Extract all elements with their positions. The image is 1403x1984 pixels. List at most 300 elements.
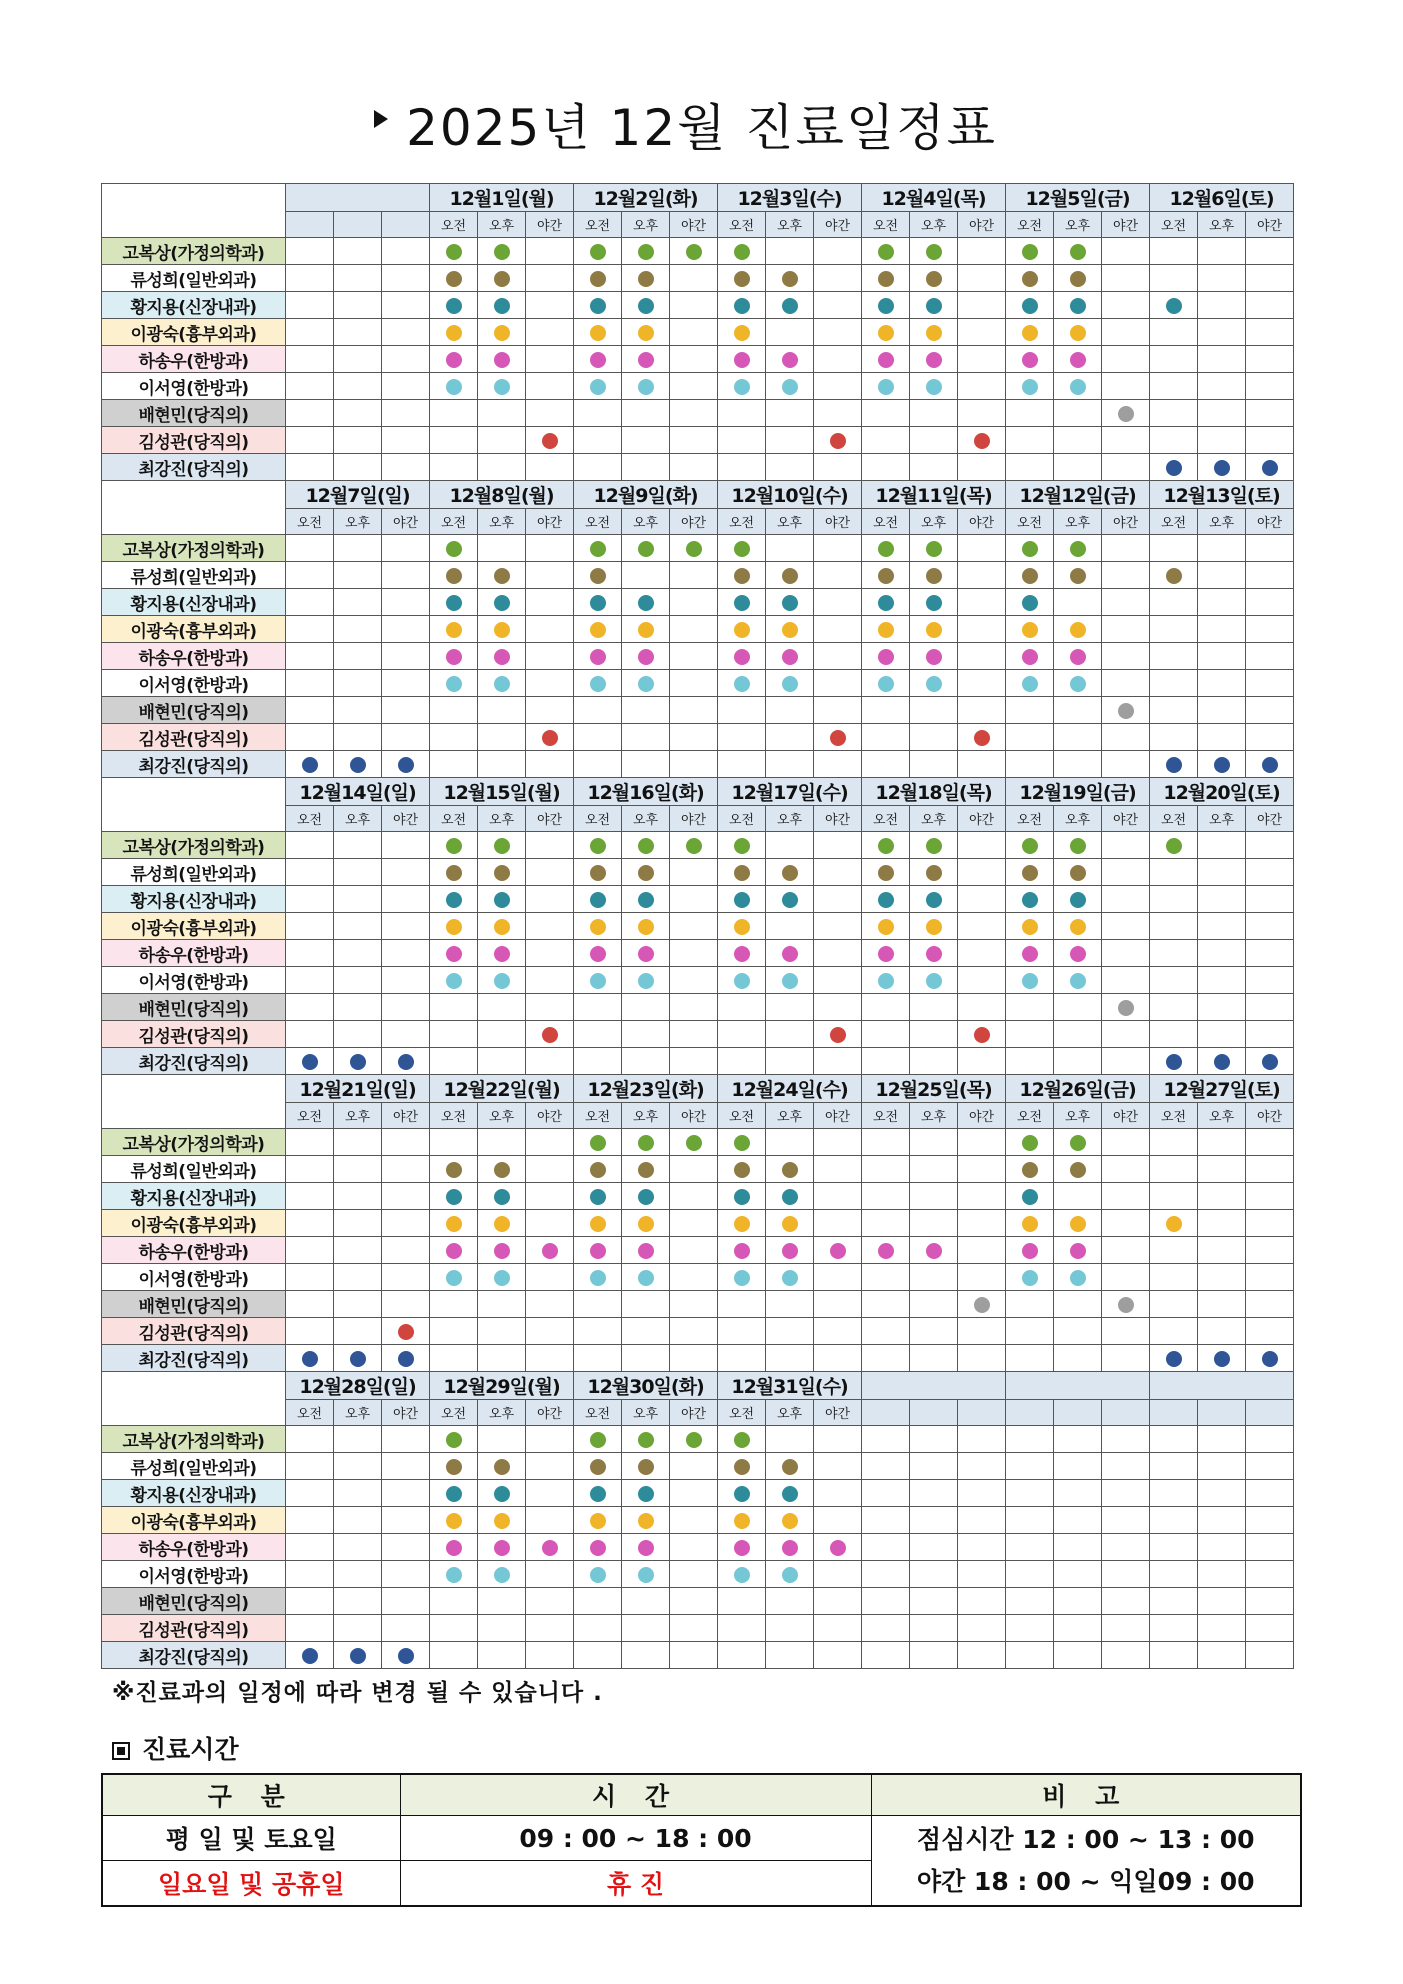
schedule-slot: [430, 1345, 478, 1372]
schedule-dot-icon: [446, 1216, 462, 1232]
session-label: 오후: [478, 806, 526, 832]
schedule-slot: [1246, 724, 1294, 751]
schedule-slot: [574, 1237, 622, 1264]
schedule-dot-icon: [686, 244, 702, 260]
session-label: 야간: [1246, 806, 1294, 832]
schedule-slot: [1006, 454, 1054, 481]
schedule-slot: [766, 1210, 814, 1237]
schedule-slot: [1150, 1264, 1198, 1291]
schedule-dot-icon: [590, 568, 606, 584]
schedule-slot: [430, 427, 478, 454]
schedule-dot-icon: [638, 1270, 654, 1286]
doctor-name: 황지용(신장내과): [102, 292, 286, 319]
schedule-slot: [1006, 859, 1054, 886]
schedule-slot: [382, 1021, 430, 1048]
schedule-dot-icon: [782, 1567, 798, 1583]
schedule-slot: [526, 1156, 574, 1183]
schedule-slot: [526, 913, 574, 940]
schedule-slot: [478, 1480, 526, 1507]
schedule-dot-icon: [734, 622, 750, 638]
schedule-slot: [334, 427, 382, 454]
schedule-slot: [526, 1291, 574, 1318]
schedule-slot: [670, 1048, 718, 1075]
schedule-slot: [862, 535, 910, 562]
doctor-row: [102, 1183, 1294, 1210]
hours-time-weekday: 09 : 00 ~ 18 : 00: [400, 1816, 871, 1861]
schedule-slot: [958, 1210, 1006, 1237]
schedule-dot-icon: [878, 325, 894, 341]
schedule-dot-icon: [494, 1567, 510, 1583]
session-label: 오전: [1006, 212, 1054, 238]
session-label: 야간: [382, 509, 430, 535]
schedule-slot: [622, 265, 670, 292]
schedule-slot: [622, 1453, 670, 1480]
schedule-slot: [334, 859, 382, 886]
schedule-slot: [1246, 292, 1294, 319]
session-label: 오전: [862, 509, 910, 535]
schedule-dot-icon: [782, 1486, 798, 1502]
schedule-slot: [286, 1615, 334, 1642]
schedule-dot-icon: [1214, 1054, 1230, 1070]
schedule-slot: [382, 1615, 430, 1642]
schedule-dot-icon: [782, 676, 798, 692]
schedule-slot: [1006, 913, 1054, 940]
schedule-slot: [814, 1588, 862, 1615]
schedule-slot: [382, 1561, 430, 1588]
schedule-slot: [1102, 1642, 1150, 1669]
schedule-slot: [622, 994, 670, 1021]
schedule-slot: [622, 1615, 670, 1642]
schedule-slot: [958, 1021, 1006, 1048]
schedule-slot: [862, 427, 910, 454]
schedule-dot-icon: [638, 1189, 654, 1205]
schedule-slot: [718, 1129, 766, 1156]
schedule-dot-icon: [542, 730, 558, 746]
hours-remarks: [871, 1816, 1301, 1907]
schedule-slot: [814, 1642, 862, 1669]
schedule-slot: [526, 454, 574, 481]
schedule-slot: [430, 1129, 478, 1156]
schedule-slot: [1054, 1453, 1102, 1480]
schedule-dot-icon: [782, 1540, 798, 1556]
schedule-slot: [766, 1237, 814, 1264]
schedule-dot-icon: [590, 865, 606, 881]
schedule-slot: [862, 1345, 910, 1372]
schedule-slot: [382, 994, 430, 1021]
schedule-slot: [1150, 670, 1198, 697]
schedule-slot: [334, 913, 382, 940]
schedule-slot: [622, 1291, 670, 1318]
doctor-row: [102, 913, 1294, 940]
schedule-dot-icon: [878, 244, 894, 260]
schedule-slot: [718, 535, 766, 562]
schedule-slot: [430, 1237, 478, 1264]
schedule-slot: [1006, 1453, 1054, 1480]
schedule-slot: [622, 859, 670, 886]
schedule-slot: [814, 319, 862, 346]
schedule-dot-icon: [446, 568, 462, 584]
schedule-slot: [670, 751, 718, 778]
schedule-slot: [766, 1156, 814, 1183]
schedule-slot: [1198, 751, 1246, 778]
schedule-slot: [862, 643, 910, 670]
schedule-slot: [430, 994, 478, 1021]
session-label: 오후: [1198, 509, 1246, 535]
hours-category-holiday: 일요일 및 공휴일: [102, 1861, 400, 1907]
schedule-slot: [910, 751, 958, 778]
schedule-slot: [958, 265, 1006, 292]
schedule-slot: [670, 670, 718, 697]
schedule-slot: [910, 265, 958, 292]
schedule-slot: [814, 1021, 862, 1048]
schedule-slot: [286, 265, 334, 292]
schedule-dot-icon: [494, 1162, 510, 1178]
schedule-slot: [862, 589, 910, 616]
schedule-slot: [382, 1453, 430, 1480]
schedule-slot: [574, 913, 622, 940]
schedule-slot: [622, 562, 670, 589]
schedule-slot: [382, 940, 430, 967]
schedule-slot: [430, 1291, 478, 1318]
schedule-slot: [430, 400, 478, 427]
doctor-name: 고복상(가정의학과): [102, 1426, 286, 1453]
schedule-slot: [526, 1129, 574, 1156]
schedule-slot: [1006, 724, 1054, 751]
date-header: 12월14일(일): [286, 778, 430, 806]
schedule-slot: [430, 1453, 478, 1480]
schedule-dot-icon: [734, 352, 750, 368]
session-label-empty: [382, 212, 430, 238]
schedule-dot-icon: [926, 595, 942, 611]
schedule-slot: [286, 238, 334, 265]
schedule-dot-icon: [446, 541, 462, 557]
schedule-slot: [622, 589, 670, 616]
schedule-slot: [910, 967, 958, 994]
schedule-dot-icon: [446, 1243, 462, 1259]
session-label: 오후: [766, 509, 814, 535]
schedule-slot: [766, 1453, 814, 1480]
schedule-dot-icon: [1070, 298, 1086, 314]
schedule-slot: [1198, 643, 1246, 670]
schedule-slot: [1006, 346, 1054, 373]
schedule-slot: [766, 940, 814, 967]
schedule-dot-icon: [734, 1216, 750, 1232]
schedule-dot-icon: [974, 1297, 990, 1313]
date-header: 12월2일(화): [574, 184, 718, 212]
schedule-slot: [1150, 562, 1198, 589]
schedule-slot: [958, 400, 1006, 427]
schedule-slot: [334, 994, 382, 1021]
schedule-slot: [430, 1210, 478, 1237]
schedule-slot: [958, 886, 1006, 913]
schedule-slot: [1246, 400, 1294, 427]
schedule-slot: [1102, 886, 1150, 913]
session-label: 야간: [526, 212, 574, 238]
schedule-slot: [526, 670, 574, 697]
schedule-slot: [526, 832, 574, 859]
hours-header-time: 시 간: [400, 1774, 871, 1816]
schedule-slot: [334, 400, 382, 427]
schedule-dot-icon: [446, 649, 462, 665]
schedule-slot: [1246, 1129, 1294, 1156]
schedule-slot: [1246, 913, 1294, 940]
session-label: 오후: [910, 212, 958, 238]
schedule-dot-icon: [734, 379, 750, 395]
session-label: 오후: [478, 509, 526, 535]
session-label: 야간: [382, 1103, 430, 1129]
schedule-slot: [622, 1534, 670, 1561]
schedule-slot: [478, 1210, 526, 1237]
schedule-slot: [574, 373, 622, 400]
schedule-slot: [574, 535, 622, 562]
schedule-dot-icon: [494, 1270, 510, 1286]
schedule-dot-icon: [1166, 838, 1182, 854]
schedule-slot: [958, 589, 1006, 616]
schedule-slot: [1246, 373, 1294, 400]
schedule-slot: [430, 1318, 478, 1345]
schedule-slot: [1246, 940, 1294, 967]
schedule-dot-icon: [1262, 1054, 1278, 1070]
schedule-slot: [862, 832, 910, 859]
schedule-slot: [910, 1345, 958, 1372]
date-header: 12월5일(금): [1006, 184, 1150, 212]
schedule-slot: [1198, 1345, 1246, 1372]
schedule-slot: [334, 832, 382, 859]
schedule-dot-icon: [494, 649, 510, 665]
schedule-dot-icon: [734, 1567, 750, 1583]
schedule-dot-icon: [734, 1513, 750, 1529]
schedule-slot: [1054, 1291, 1102, 1318]
schedule-slot: [526, 400, 574, 427]
schedule-slot: [814, 373, 862, 400]
schedule-dot-icon: [734, 1189, 750, 1205]
schedule-dot-icon: [1022, 1189, 1038, 1205]
schedule-dot-icon: [734, 1540, 750, 1556]
schedule-slot: [814, 1345, 862, 1372]
schedule-slot: [382, 643, 430, 670]
schedule-slot: [814, 886, 862, 913]
schedule-slot: [1102, 589, 1150, 616]
schedule-slot: [814, 454, 862, 481]
schedule-slot: [1006, 751, 1054, 778]
schedule-slot: [430, 1507, 478, 1534]
schedule-slot: [814, 859, 862, 886]
schedule-slot: [622, 1183, 670, 1210]
schedule-slot: [814, 670, 862, 697]
session-label: 야간: [1102, 806, 1150, 832]
schedule-slot: [670, 1453, 718, 1480]
schedule-dot-icon: [590, 595, 606, 611]
schedule-slot: [526, 1534, 574, 1561]
schedule-slot: [1102, 697, 1150, 724]
schedule-dot-icon: [638, 946, 654, 962]
schedule-dot-icon: [734, 595, 750, 611]
date-header-row: [102, 184, 1294, 212]
schedule-slot: [382, 454, 430, 481]
schedule-slot: [430, 1048, 478, 1075]
schedule-dot-icon: [1022, 595, 1038, 611]
schedule-slot: [1150, 616, 1198, 643]
doctor-row: [102, 832, 1294, 859]
schedule-slot: [1006, 697, 1054, 724]
schedule-dot-icon: [590, 919, 606, 935]
schedule-dot-icon: [1070, 271, 1086, 287]
schedule-slot: [910, 238, 958, 265]
schedule-slot: [286, 1129, 334, 1156]
schedule-dot-icon: [542, 1540, 558, 1556]
date-header: 12월18일(목): [862, 778, 1006, 806]
schedule-slot: [718, 1048, 766, 1075]
session-label: 야간: [1246, 212, 1294, 238]
schedule-slot: [958, 1291, 1006, 1318]
schedule-slot: [718, 454, 766, 481]
schedule-slot: [574, 616, 622, 643]
schedule-dot-icon: [926, 298, 942, 314]
doctor-name: 배현민(당직의): [102, 1291, 286, 1318]
date-header: 12월16일(화): [574, 778, 718, 806]
schedule-slot: [286, 1291, 334, 1318]
schedule-slot: [526, 238, 574, 265]
schedule-slot: [1102, 1021, 1150, 1048]
schedule-slot: [718, 751, 766, 778]
session-label: 야간: [382, 1400, 430, 1426]
schedule-slot: [718, 1642, 766, 1669]
schedule-dot-icon: [590, 892, 606, 908]
schedule-slot: [718, 940, 766, 967]
schedule-slot: [862, 1183, 910, 1210]
schedule-slot: [622, 670, 670, 697]
schedule-slot: [958, 1345, 1006, 1372]
schedule-slot: [478, 373, 526, 400]
schedule-slot: [958, 967, 1006, 994]
schedule-slot: [910, 1561, 958, 1588]
schedule-slot: [814, 1480, 862, 1507]
schedule-slot: [478, 238, 526, 265]
schedule-slot: [766, 1480, 814, 1507]
schedule-slot: [1006, 616, 1054, 643]
schedule-dot-icon: [878, 946, 894, 962]
schedule-slot: [862, 1021, 910, 1048]
schedule-slot: [766, 886, 814, 913]
date-header: 12월28일(일): [286, 1372, 430, 1400]
schedule-slot: [1054, 859, 1102, 886]
schedule-slot: [1102, 1237, 1150, 1264]
schedule-slot: [622, 940, 670, 967]
schedule-slot: [766, 292, 814, 319]
schedule-slot: [1102, 265, 1150, 292]
session-label: 야간: [814, 806, 862, 832]
schedule-slot: [670, 1210, 718, 1237]
schedule-slot: [334, 1507, 382, 1534]
schedule-slot: [958, 1129, 1006, 1156]
doctor-name: 최강진(당직의): [102, 1345, 286, 1372]
schedule-dot-icon: [446, 1567, 462, 1583]
schedule-slot: [574, 1021, 622, 1048]
doctor-name: 류성희(일반외과): [102, 562, 286, 589]
session-label: 오후: [334, 1103, 382, 1129]
doctor-name: 이서영(한방과): [102, 1561, 286, 1588]
schedule-slot: [430, 940, 478, 967]
schedule-dot-icon: [638, 649, 654, 665]
schedule-slot: [334, 616, 382, 643]
session-label: 오후: [766, 806, 814, 832]
schedule-slot: [670, 292, 718, 319]
doctor-name: 최강진(당직의): [102, 751, 286, 778]
schedule-slot: [718, 670, 766, 697]
doctor-name: 이서영(한방과): [102, 670, 286, 697]
session-label: 오후: [766, 212, 814, 238]
schedule-slot: [1054, 913, 1102, 940]
schedule-slot: [622, 751, 670, 778]
schedule-dot-icon: [350, 1351, 366, 1367]
schedule-slot: [622, 616, 670, 643]
schedule-slot: [670, 1615, 718, 1642]
schedule-slot: [574, 859, 622, 886]
schedule-slot: [526, 1426, 574, 1453]
schedule-slot: [814, 1291, 862, 1318]
session-label: 오전: [862, 1103, 910, 1129]
session-label: 오전: [1150, 1103, 1198, 1129]
schedule-slot: [1054, 1264, 1102, 1291]
schedule-slot: [286, 589, 334, 616]
schedule-slot: [1246, 994, 1294, 1021]
schedule-slot: [1246, 670, 1294, 697]
schedule-slot: [670, 967, 718, 994]
schedule-dot-icon: [1118, 703, 1134, 719]
schedule-slot: [1198, 697, 1246, 724]
schedule-dot-icon: [1166, 757, 1182, 773]
schedule-slot: [478, 724, 526, 751]
schedule-slot: [622, 1507, 670, 1534]
schedule-dot-icon: [782, 892, 798, 908]
schedule-slot: [382, 292, 430, 319]
schedule-slot: [382, 238, 430, 265]
schedule-slot: [910, 319, 958, 346]
schedule-slot: [382, 697, 430, 724]
schedule-slot: [1054, 265, 1102, 292]
schedule-slot: [1198, 400, 1246, 427]
schedule-slot: [766, 319, 814, 346]
schedule-slot: [622, 292, 670, 319]
schedule-slot: [670, 1291, 718, 1318]
schedule-slot: [1198, 1156, 1246, 1183]
doctor-row: [102, 1561, 1294, 1588]
schedule-slot: [382, 616, 430, 643]
schedule-slot: [430, 265, 478, 292]
session-label-empty: [862, 1400, 910, 1426]
schedule-slot: [382, 1426, 430, 1453]
schedule-slot: [286, 1318, 334, 1345]
schedule-slot: [766, 400, 814, 427]
schedule-slot: [574, 1345, 622, 1372]
schedule-slot: [1198, 859, 1246, 886]
schedule-slot: [766, 1264, 814, 1291]
date-header: 12월30일(화): [574, 1372, 718, 1400]
schedule-slot: [430, 238, 478, 265]
schedule-slot: [1150, 1507, 1198, 1534]
schedule-dot-icon: [734, 541, 750, 557]
schedule-slot: [574, 643, 622, 670]
schedule-slot: [334, 886, 382, 913]
schedule-slot: [478, 1615, 526, 1642]
schedule-slot: [334, 751, 382, 778]
schedule-slot: [1198, 1534, 1246, 1561]
schedule-dot-icon: [638, 838, 654, 854]
doctor-name: 최강진(당직의): [102, 1642, 286, 1669]
session-label: 오전: [718, 509, 766, 535]
schedule-slot: [286, 400, 334, 427]
schedule-slot: [286, 1048, 334, 1075]
